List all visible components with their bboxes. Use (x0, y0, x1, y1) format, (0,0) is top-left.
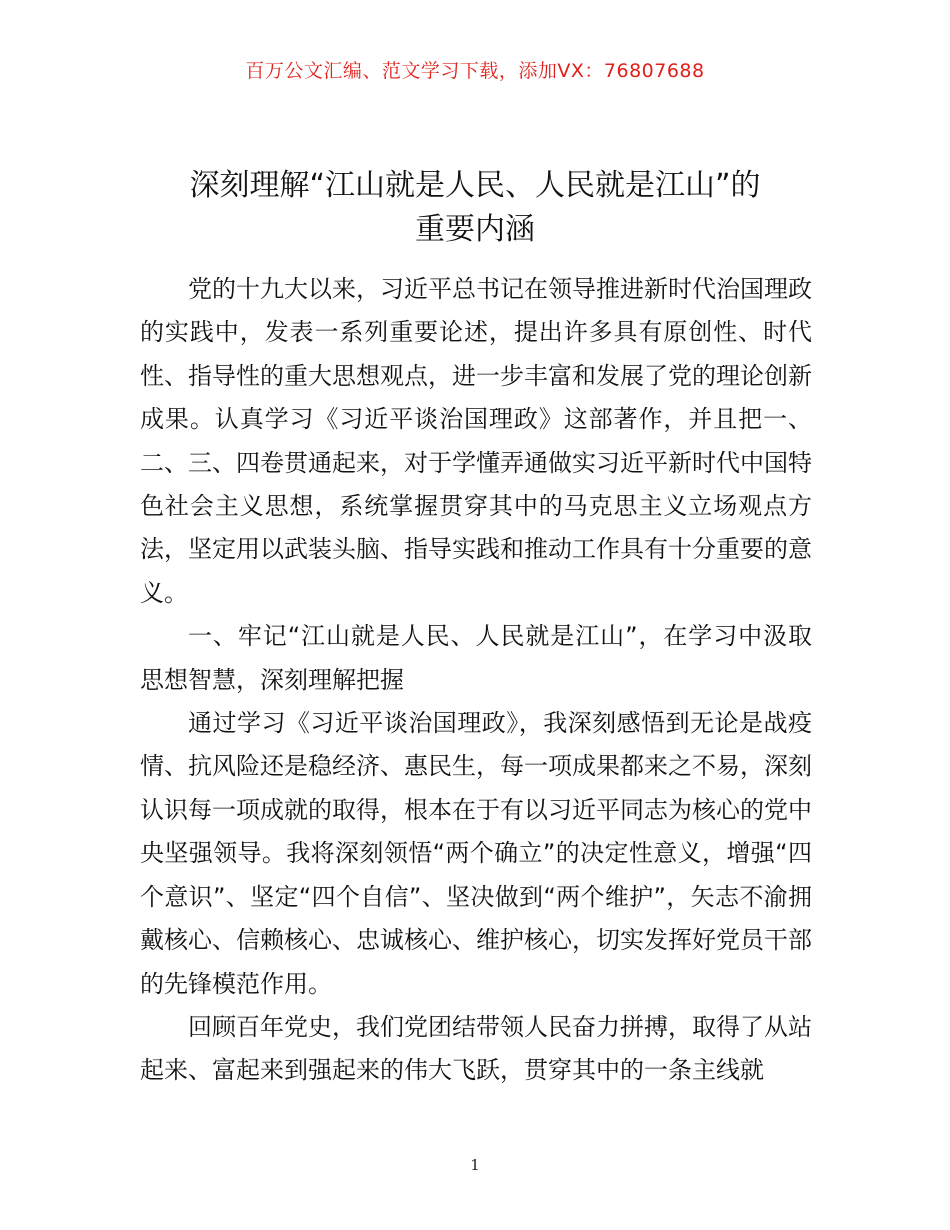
header-advert-note: 百万公文汇编、范文学习下载，添加VX：76807688 (245, 60, 705, 82)
paragraph-intro: 党的十九大以来，习近平总书记在领导推进新时代治国理政的实践中，发表一系列重要论述，提出许多具有原创性、时代性、指导性的重大思想观点，进一步丰富和发展了党的理论创新成果。认真学习《习近平谈治国理政》这部著作，并且把一、二、三、四卷贯通起来，对于学懂弄通做实习近平新时代中国特色社会主义思想，系统掌握贯穿其中的马克思主义立场观点方法，坚定用以武装头脑、指导实践和推动工作具有十分重要的意义。 (140, 275, 812, 607)
document-title (0, 164, 950, 252)
document-body (140, 268, 812, 1093)
paragraph-section-1-a: 通过学习《习近平谈治国理政》，我深刻感悟到无论是战疫情、抗风险还是稳经济、惠民生，每一项成果都来之不易，深刻认识每一项成就的取得，根本在于有以习近平同志为核心的党中央坚强领导。我将深刻领悟“两个确立”的决定性意义，增强“四个意识”、坚定“四个自信”、坚决做到“两个维护”，矢志不渝拥戴核心、信赖核心、忠诚核心、维护核心，切实发挥好党员干部的先锋模范作用。 (140, 709, 812, 998)
title-line-1: 深刻理解“江山就是人民、人民就是江山”的 (189, 168, 761, 203)
title-line-2: 重要内涵 (415, 212, 535, 247)
paragraph-section-1-b: 回顾百年党史，我们党团结带领人民奋力拼搏，取得了从站起来、富起来到强起来的伟大飞跃，贯穿其中的一条主线就 (140, 1012, 812, 1085)
section-heading-1: 一、牢记“江山就是人民、人民就是江山”，在学习中汲取思想智慧，深刻理解把握 (140, 622, 812, 694)
page-number: 1 (470, 1156, 480, 1174)
